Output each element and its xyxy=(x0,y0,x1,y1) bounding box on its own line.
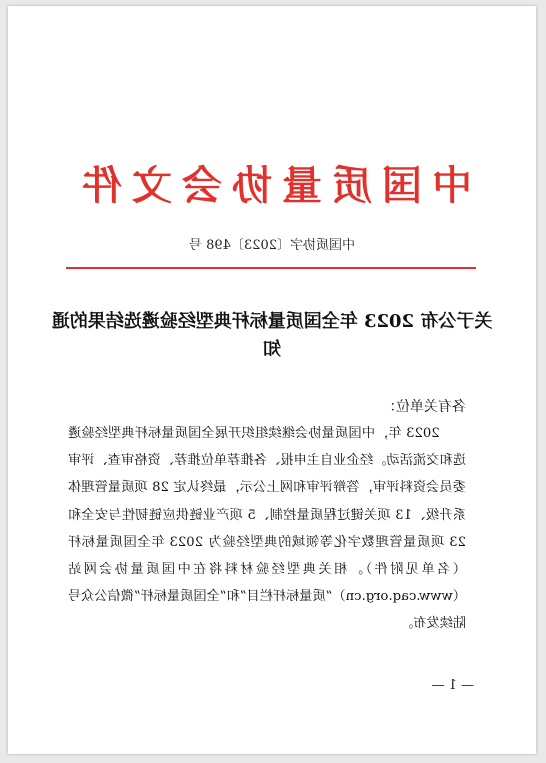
page-number: — 1 — xyxy=(431,678,474,693)
notice-body-paragraph: 2023 年，中国质量协会继续组织开展全国质量标杆典型经验遴选和交流活动。经企业自主申报、各推荐单位推荐、资格审查、评审委员会资料评审，答辩评审和网上公示，最终认定 28 项质量管理体系升级、13 项关键过程质量控制、5 项产业链供应链韧性与安全和 23 项质量管理数字化等领域的典型经验为 2023 年全国质量标杆（名单见附件）。相关典型经验材料将在中国质量协会网站（www.caq.org.cn）“质量标杆栏目”和“全国质量标杆”微信公众号陆续发布。 xyxy=(68,426,466,632)
red-divider-line xyxy=(66,267,476,269)
document-page xyxy=(8,6,536,754)
notice-title: 关于公布 2023 年全国质量标杆典型经验遴选结果的通知 xyxy=(51,311,493,360)
mirrored-document xyxy=(8,6,536,754)
salutation: 各有关单位： xyxy=(382,399,466,415)
org-header-title: 中国质量协会文件 xyxy=(72,162,472,209)
document-number: 中国质协字〔2023〕498 号 xyxy=(188,238,356,253)
